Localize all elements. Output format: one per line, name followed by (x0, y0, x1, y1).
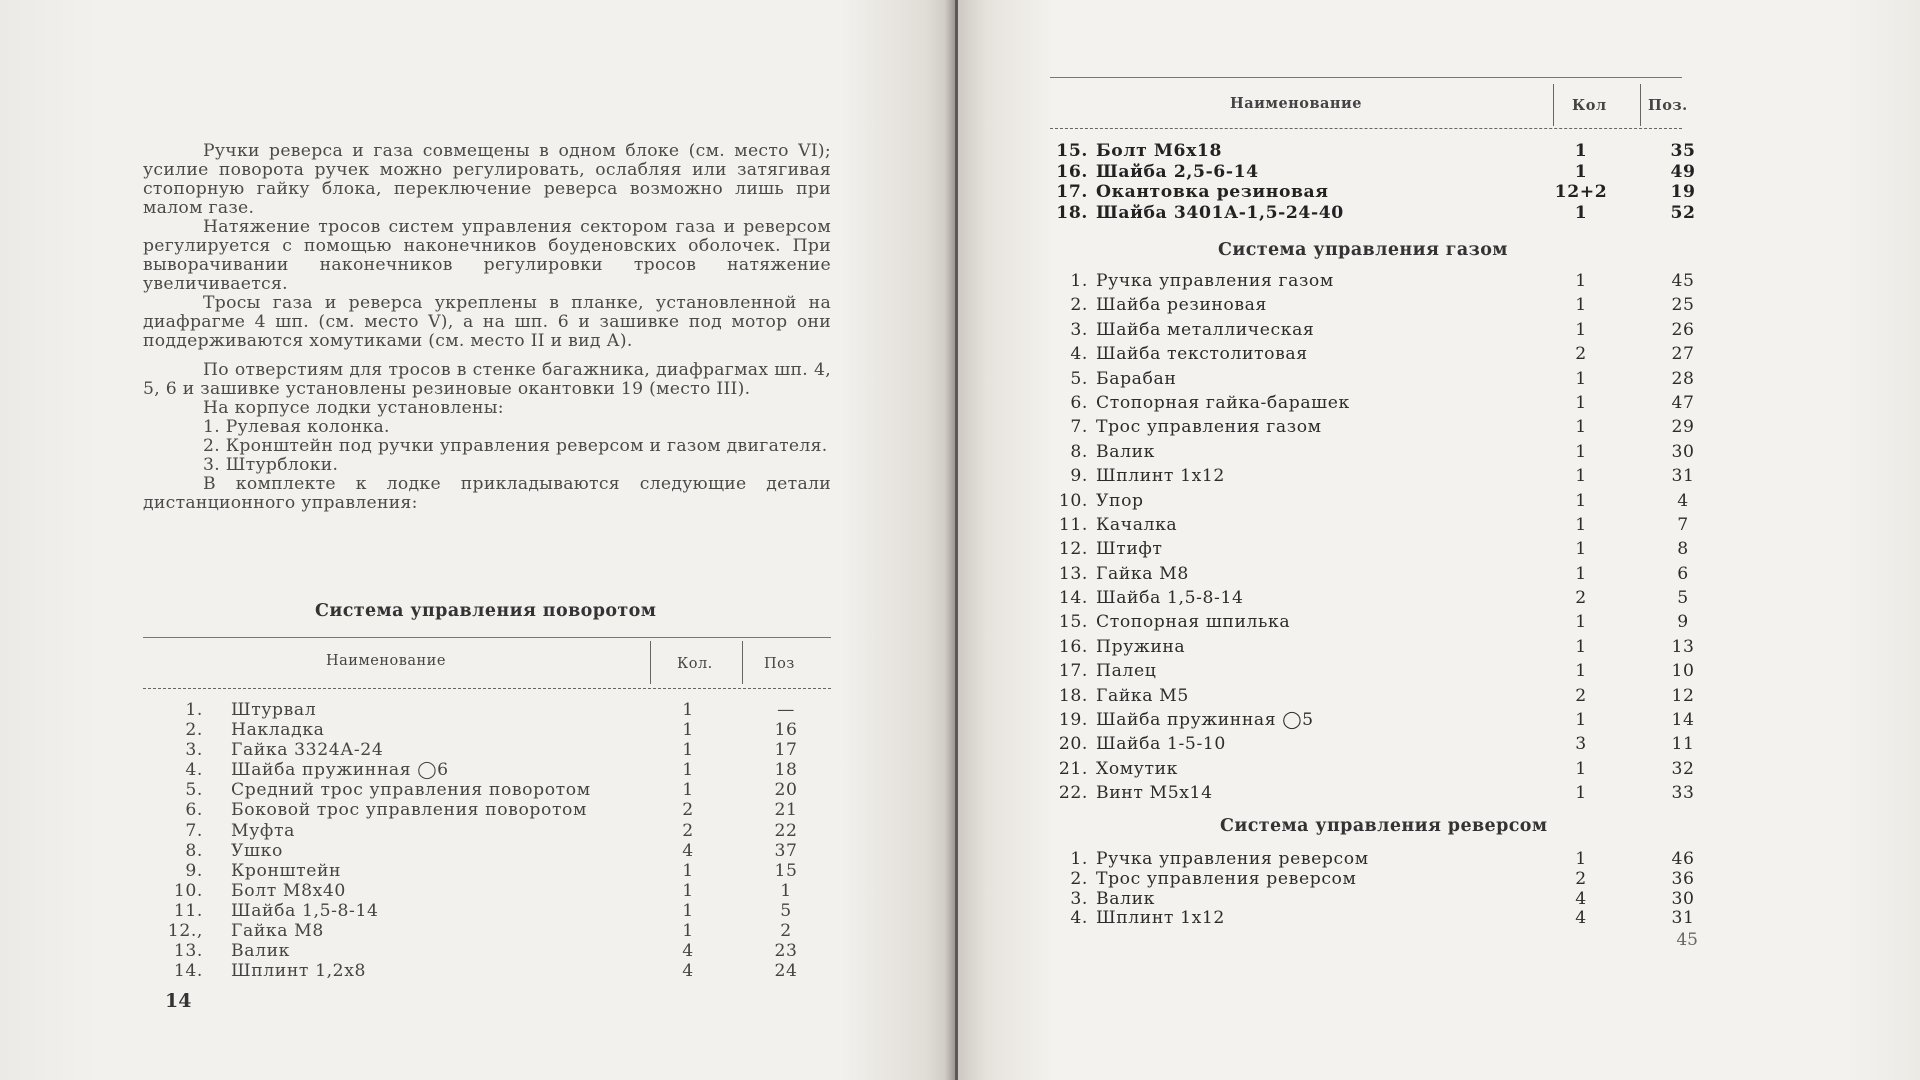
item-quantity: 1 (1575, 710, 1587, 731)
item-position: 30 (1671, 888, 1695, 909)
table-row (1046, 515, 1696, 539)
item-number: 16. (1056, 161, 1088, 182)
item-position: 7 (1677, 514, 1689, 535)
header-qty: Кол. (677, 656, 713, 672)
item-name: Валик (1096, 888, 1155, 909)
item-quantity: 4 (682, 941, 694, 962)
item-number: 4. (185, 760, 203, 781)
item-name: Гайка М5 (1096, 685, 1189, 706)
item-name: Шайба пружинная ◯6 (231, 760, 449, 781)
header-divider (742, 641, 743, 684)
table-row (1046, 539, 1696, 563)
item-number: 12. (1058, 539, 1088, 560)
table-row (143, 780, 843, 800)
table-row (1046, 686, 1696, 710)
item-name: Гайка 3324А-24 (231, 740, 384, 761)
item-position: 24 (774, 961, 798, 982)
item-position: 22 (774, 820, 798, 841)
item-quantity: 1 (1575, 849, 1587, 869)
list-item-2: 2. Кронштейн под ручки управления реверсом и газом двигателя. (203, 436, 828, 456)
item-name: Кронштейн (231, 860, 342, 881)
item-quantity: 1 (1575, 783, 1587, 804)
item-number: 6. (1070, 392, 1088, 413)
item-quantity: 2 (1575, 685, 1587, 706)
item-number: 7. (1070, 417, 1088, 438)
item-name: Шайба 3401А-1,5-24-40 (1096, 202, 1344, 223)
item-name: Упор (1096, 490, 1144, 511)
item-position: 49 (1670, 161, 1696, 182)
item-quantity: 1 (1575, 661, 1587, 682)
item-position: 13 (1671, 636, 1695, 657)
item-number: 1. (1070, 271, 1088, 291)
item-number: 2. (1070, 868, 1088, 889)
list-item-1: 1. Рулевая колонка. (203, 417, 390, 437)
item-quantity: 1 (1575, 319, 1587, 340)
item-number: 14. (1058, 588, 1088, 609)
table-row (1046, 295, 1696, 319)
item-number: 2. (1070, 295, 1088, 316)
item-name: Пружина (1096, 636, 1186, 657)
item-name: Муфта (231, 820, 295, 841)
table-row (1046, 344, 1696, 368)
table-row (1046, 182, 1696, 203)
item-position: 25 (1671, 295, 1695, 316)
item-number: 4. (1070, 344, 1088, 365)
intro-text (143, 142, 831, 513)
item-quantity: 1 (1575, 368, 1587, 389)
table-row (1046, 564, 1696, 588)
item-name: Штурвал (231, 700, 317, 720)
item-name: Валик (231, 941, 290, 962)
item-quantity: 4 (1575, 888, 1587, 909)
item-position: 27 (1671, 344, 1695, 365)
item-quantity: 1 (682, 760, 694, 781)
table-row (1046, 710, 1696, 734)
header-divider (650, 641, 651, 684)
table-row (1046, 908, 1696, 928)
item-name: Шплинт 1х12 (1096, 908, 1225, 929)
item-number: 2. (185, 720, 203, 741)
item-name: Шплинт 1,2х8 (231, 961, 367, 982)
item-number: 9. (185, 860, 203, 881)
item-position: 1 (780, 880, 792, 901)
item-position: 14 (1671, 710, 1695, 731)
item-position: — (777, 700, 795, 720)
item-quantity: 1 (1575, 514, 1587, 535)
item-position: 12 (1671, 685, 1695, 706)
item-name: Винт М5х14 (1096, 783, 1213, 804)
item-position: 26 (1671, 319, 1695, 340)
item-quantity: 2 (682, 800, 694, 821)
item-quantity: 1 (1575, 295, 1587, 316)
item-position: 10 (1671, 661, 1695, 682)
item-name: Ручка управления реверсом (1096, 849, 1369, 869)
item-number: 12., (167, 921, 203, 942)
item-position: 15 (774, 860, 798, 881)
item-quantity: 2 (682, 820, 694, 841)
item-position: 46 (1671, 849, 1695, 869)
item-position: 45 (1671, 271, 1695, 291)
right-page (958, 0, 1920, 1080)
item-position: 20 (774, 780, 798, 801)
item-quantity: 1 (1575, 271, 1587, 291)
item-position: 2 (780, 921, 792, 942)
table-row (143, 961, 843, 981)
item-position: 32 (1671, 758, 1695, 779)
item-name: Шайба 2,5-6-14 (1096, 161, 1259, 182)
item-position: 11 (1671, 734, 1695, 755)
table-row (1046, 783, 1696, 807)
item-position: 5 (1677, 588, 1689, 609)
item-name: Ручка управления газом (1096, 271, 1334, 291)
item-number: 13. (173, 941, 203, 962)
item-number: 11. (1058, 514, 1088, 535)
item-name: Болт М8х40 (231, 880, 346, 901)
item-name: Валик (1096, 441, 1155, 462)
item-quantity: 4 (682, 961, 694, 982)
table-row (143, 861, 843, 881)
header-pos: Поз (764, 656, 795, 672)
item-quantity: 1 (682, 880, 694, 901)
paragraph-1: Ручки реверса и газа совмещены в одном блоке (см. место VI); усилие поворота ручек можно регулировать, ослабляя или затягивая стопорную гайку блока, переключение реверса возможно лишь при малом газе. (143, 141, 831, 218)
item-number: 10. (1058, 490, 1088, 511)
item-position: 47 (1671, 392, 1695, 413)
item-quantity: 1 (682, 860, 694, 881)
table-row (143, 941, 843, 961)
section-title-steering: Система управления поворотом (315, 601, 657, 621)
table-header-rule (143, 688, 831, 689)
item-position: 17 (774, 740, 798, 761)
item-name: Шайба текстолитовая (1096, 344, 1308, 365)
table-row (1046, 637, 1696, 661)
item-name: Шайба резиновая (1096, 295, 1267, 316)
item-quantity: 2 (1575, 868, 1587, 889)
table-row (1046, 612, 1696, 636)
item-quantity: 1 (682, 720, 694, 741)
gas-parts-list (1046, 271, 1696, 808)
table-row (143, 740, 843, 760)
table-row (143, 821, 843, 841)
table-row (1046, 466, 1696, 490)
item-number: 18. (1058, 685, 1088, 706)
item-number: 22. (1058, 783, 1088, 804)
item-name: Палец (1096, 661, 1157, 682)
item-position: 31 (1671, 466, 1695, 487)
item-quantity: 1 (1575, 758, 1587, 779)
item-number: 1. (1070, 849, 1088, 869)
table-row (143, 700, 843, 720)
item-quantity: 1 (1575, 392, 1587, 413)
table-header-rule (1050, 128, 1682, 129)
table-row (1046, 417, 1696, 441)
item-name: Штифт (1096, 539, 1163, 560)
table-row (1046, 369, 1696, 393)
item-name: Качалка (1096, 514, 1178, 535)
table-row (143, 901, 843, 921)
table-top-rule (1050, 77, 1682, 78)
item-number: 3. (1070, 888, 1088, 909)
list-item-3: 3. Штурблоки. (203, 455, 339, 475)
item-quantity: 1 (682, 921, 694, 942)
table-row (1046, 491, 1696, 515)
header-pos: Поз. (1648, 97, 1688, 114)
table-top-rule (143, 637, 831, 638)
item-position: 28 (1671, 368, 1695, 389)
header-name: Наименование (326, 653, 446, 669)
item-number: 19. (1058, 710, 1088, 731)
item-quantity: 1 (1575, 563, 1587, 584)
item-position: 4 (1677, 490, 1689, 511)
header-divider (1553, 84, 1554, 126)
item-position: 35 (1670, 141, 1696, 161)
table-row (143, 881, 843, 901)
item-name: Ушко (231, 840, 283, 861)
item-number: 15. (1058, 612, 1088, 633)
item-position: 36 (1671, 868, 1695, 889)
item-position: 9 (1677, 612, 1689, 633)
item-position: 16 (774, 720, 798, 741)
item-quantity: 1 (682, 740, 694, 761)
item-position: 33 (1671, 783, 1695, 804)
paragraph-2: Натяжение тросов систем управления сектором газа и реверсом регулируется с помощью наконечников боуденовских оболочек. При выворачивании наконечников регулировки тросов натяжение увеличивается. (143, 217, 831, 294)
table-row (143, 760, 843, 780)
item-number: 14. (173, 961, 203, 982)
item-quantity: 1 (1575, 466, 1587, 487)
item-quantity: 1 (1575, 539, 1587, 560)
header-name: Наименование (1230, 95, 1363, 112)
item-number: 8. (185, 840, 203, 861)
item-quantity: 4 (1575, 908, 1587, 929)
item-number: 5. (1070, 368, 1088, 389)
item-name: Накладка (231, 720, 325, 741)
table-row (1046, 588, 1696, 612)
item-position: 52 (1670, 202, 1696, 223)
item-number: 10. (173, 880, 203, 901)
item-position: 23 (774, 941, 798, 962)
reverse-parts-list (1046, 849, 1696, 928)
item-number: 11. (173, 900, 203, 921)
item-quantity: 4 (682, 840, 694, 861)
item-quantity: 1 (1574, 202, 1588, 223)
item-name: Гайка М8 (231, 921, 324, 942)
item-position: 19 (1670, 182, 1696, 202)
paragraph-6: В комплекте к лодке прикладываются следующие детали дистанционного управления: (143, 474, 831, 513)
item-name: Боковой трос управления поворотом (231, 800, 587, 821)
item-number: 6. (185, 800, 203, 821)
item-number: 17. (1056, 182, 1088, 202)
item-name: Шплинт 1х12 (1096, 466, 1225, 487)
item-position: 29 (1671, 417, 1695, 438)
item-number: 18. (1056, 202, 1088, 223)
item-quantity: 1 (1575, 441, 1587, 462)
item-quantity: 1 (1574, 141, 1588, 161)
item-number: 8. (1070, 441, 1088, 462)
item-number: 3. (1070, 319, 1088, 340)
item-number: 17. (1058, 661, 1088, 682)
table-row (1046, 889, 1696, 909)
paragraph-4: По отверстиям для тросов в стенке багажника, диафрагмах шп. 4, 5, 6 и зашивке установлены резиновые окантовки 19 (место III). (143, 360, 831, 399)
item-name: Шайба 1-5-10 (1096, 734, 1226, 755)
item-name: Шайба 1,5-8-14 (231, 900, 379, 921)
item-number: 15. (1056, 141, 1088, 161)
table-row (1046, 869, 1696, 889)
item-quantity: 1 (1575, 490, 1587, 511)
table-row (1046, 442, 1696, 466)
item-name: Трос управления реверсом (1096, 868, 1357, 889)
parts-list-continued (1046, 141, 1696, 223)
item-name: Шайба пружинная ◯5 (1096, 710, 1314, 731)
item-name: Средний трос управления поворотом (231, 780, 591, 801)
item-quantity: 1 (682, 780, 694, 801)
table-row (1046, 759, 1696, 783)
item-quantity: 1 (1575, 417, 1587, 438)
left-page (0, 0, 955, 1080)
table-row (143, 800, 843, 820)
item-name: Шайба 1,5-8-14 (1096, 588, 1244, 609)
item-quantity: 2 (1575, 588, 1587, 609)
item-position: 6 (1677, 563, 1689, 584)
item-quantity: 1 (682, 900, 694, 921)
item-quantity: 2 (1575, 344, 1587, 365)
steering-parts-list (143, 700, 843, 981)
table-row (1046, 734, 1696, 758)
table-row (1046, 141, 1696, 162)
stray-number: 45 (1676, 930, 1698, 950)
item-number: 1. (185, 700, 203, 720)
item-name: Гайка М8 (1096, 563, 1189, 584)
table-row (143, 841, 843, 861)
paragraph-5: На корпусе лодки установлены: (203, 398, 504, 418)
item-position: 8 (1677, 539, 1689, 560)
table-row (1046, 203, 1696, 224)
item-number: 16. (1058, 636, 1088, 657)
item-name: Барабан (1096, 368, 1177, 389)
item-number: 4. (1070, 908, 1088, 929)
table-row (1046, 661, 1696, 685)
item-name: Трос управления газом (1096, 417, 1322, 438)
table-row (1046, 320, 1696, 344)
header-qty: Кол (1572, 97, 1607, 114)
item-number: 13. (1058, 563, 1088, 584)
item-quantity: 1 (682, 700, 694, 720)
item-quantity: 1 (1575, 612, 1587, 633)
item-number: 5. (185, 780, 203, 801)
paragraph-3: Тросы газа и реверса укреплены в планке, установленной на диафрагме 4 шп. (см. место V), а на шп. 6 и зашивке под мотор они поддерживаются хомутиками (см. место II и вид А). (143, 293, 831, 351)
item-number: 3. (185, 740, 203, 761)
item-name: Хомутик (1096, 758, 1178, 779)
item-position: 18 (774, 760, 798, 781)
header-divider (1640, 84, 1641, 126)
table-row (143, 921, 843, 941)
item-position: 37 (774, 840, 798, 861)
item-quantity: 1 (1574, 161, 1588, 182)
item-position: 31 (1671, 908, 1695, 929)
item-position: 21 (774, 800, 798, 821)
item-number: 7. (185, 820, 203, 841)
table-row (1046, 162, 1696, 183)
item-name: Шайба металлическая (1096, 319, 1315, 340)
item-quantity: 1 (1575, 636, 1587, 657)
item-quantity: 12+2 (1554, 182, 1608, 202)
item-position: 30 (1671, 441, 1695, 462)
item-number: 20. (1058, 734, 1088, 755)
item-name: Стопорная шпилька (1096, 612, 1291, 633)
page-number: 14 (165, 990, 192, 1012)
table-row (1046, 393, 1696, 417)
section-title-gas: Система управления газом (1218, 240, 1508, 260)
item-name: Болт М6х18 (1096, 141, 1223, 161)
section-title-reverse: Система управления реверсом (1220, 816, 1548, 836)
item-quantity: 3 (1575, 734, 1587, 755)
item-number: 21. (1058, 758, 1088, 779)
table-row (1046, 271, 1696, 295)
item-number: 9. (1070, 466, 1088, 487)
item-name: Окантовка резиновая (1096, 182, 1329, 202)
item-name: Стопорная гайка-барашек (1096, 392, 1350, 413)
table-row (143, 720, 843, 740)
table-row (1046, 849, 1696, 869)
item-position: 5 (780, 900, 792, 921)
